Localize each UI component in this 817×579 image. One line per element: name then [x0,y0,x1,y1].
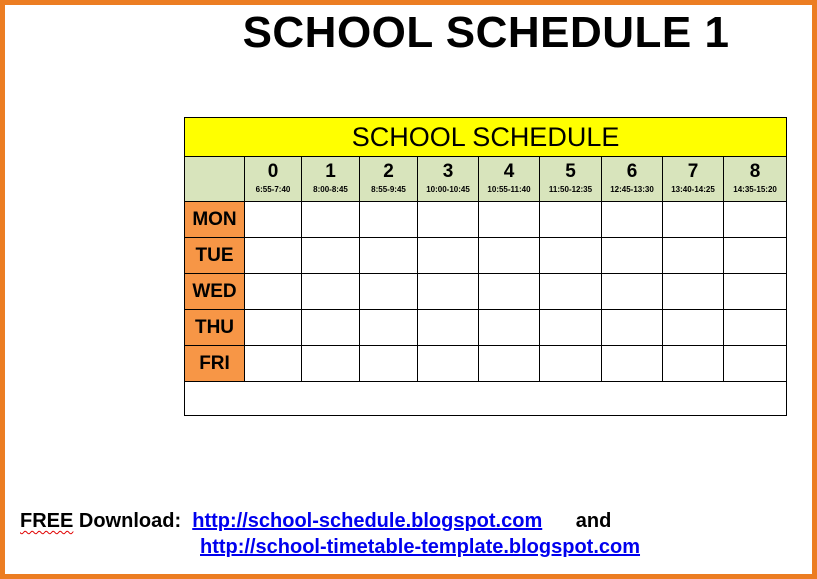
schedule-cell[interactable] [302,238,360,274]
footer-line-2 [200,536,640,559]
table-row [185,274,787,310]
schedule-cell[interactable] [418,238,479,274]
day-label-mon: MON [185,202,245,238]
schedule-cell[interactable] [479,238,540,274]
footer-line-1 [20,510,611,533]
day-rows [185,202,787,382]
schedule-cell[interactable] [360,274,418,310]
schedule-cell[interactable] [540,202,602,238]
period-time: 14:35-15:20 [733,185,777,194]
schedule-cell[interactable] [663,202,724,238]
timetable-blog-link[interactable]: http://school-timetable-template.blogspot.com [200,536,641,558]
period-header-2 [360,157,418,202]
notes-cell[interactable] [185,382,787,416]
schedule-cell[interactable] [602,310,663,346]
day-label-fri: FRI [185,346,245,382]
schedule-cell[interactable] [418,202,479,238]
period-time: 13:40-14:25 [671,185,715,194]
page-title: SCHOOL SCHEDULE 1 [242,8,730,57]
period-header-row [185,157,787,202]
schedule-cell[interactable] [245,346,302,382]
period-header-7 [663,157,724,202]
period-header-5 [540,157,602,202]
period-time: 6:55-7:40 [255,185,291,194]
schedule-banner: SCHOOL SCHEDULE [185,118,787,157]
schedule-cell[interactable] [602,238,663,274]
period-header-3 [418,157,479,202]
and-label: and [575,510,612,532]
schedule-cell[interactable] [302,202,360,238]
schedule-cell[interactable] [663,346,724,382]
schedule-cell[interactable] [245,274,302,310]
schedule-cell[interactable] [360,310,418,346]
period-number: 8 [749,161,761,182]
period-number: 5 [565,161,576,182]
period-header-0 [245,157,302,202]
schedule-cell[interactable] [479,274,540,310]
period-number: 4 [503,161,515,182]
period-number: 2 [383,161,394,182]
schedule-cell[interactable] [360,202,418,238]
period-time: 12:45-13:30 [610,185,654,194]
schedule-cell[interactable] [724,310,787,346]
period-header-1 [302,157,360,202]
schedule-blog-link[interactable]: http://school-schedule.blogspot.com [192,510,543,532]
schedule-cell[interactable] [418,346,479,382]
day-label-tue: TUE [185,238,245,274]
period-header-4 [479,157,540,202]
schedule-cell[interactable] [302,346,360,382]
header-corner-cell [185,157,245,202]
schedule-cell[interactable] [418,310,479,346]
schedule-cell[interactable] [479,346,540,382]
schedule-cell[interactable] [663,310,724,346]
period-time: 8:55-9:45 [371,185,406,194]
day-label-wed: WED [185,274,245,310]
period-header-6 [602,157,663,202]
period-time: 11:50-12:35 [548,185,593,194]
period-time: 10:00-10:45 [426,185,470,194]
schedule-cell[interactable] [302,310,360,346]
table-row [185,202,787,238]
schedule-cell[interactable] [302,274,360,310]
schedule-cell[interactable] [245,238,302,274]
period-number: 7 [687,161,699,182]
schedule-cell[interactable] [360,238,418,274]
free-label: FREE [20,510,74,532]
schedule-cell[interactable] [245,202,302,238]
schedule-cell[interactable] [602,346,663,382]
period-number: 0 [267,161,279,182]
schedule-cell[interactable] [418,274,479,310]
schedule-cell[interactable] [724,238,787,274]
schedule-cell[interactable] [724,346,787,382]
table-row [185,310,787,346]
schedule-cell[interactable] [245,310,302,346]
schedule-cell[interactable] [360,346,418,382]
period-time: 8:00-8:45 [313,185,348,194]
download-label: Download: [73,510,182,532]
schedule-cell[interactable] [479,310,540,346]
schedule-cell[interactable] [540,274,602,310]
period-number: 6 [626,161,638,182]
schedule-cell[interactable] [540,238,602,274]
schedule-cell[interactable] [724,274,787,310]
schedule-cell[interactable] [602,202,663,238]
period-header-8 [724,157,787,202]
table-row [185,346,787,382]
day-label-thu: THU [185,310,245,346]
notes-row [185,382,787,416]
table-row [185,238,787,274]
schedule-cell[interactable] [540,310,602,346]
period-number: 3 [442,161,454,182]
period-number: 1 [325,161,336,182]
schedule-cell[interactable] [724,202,787,238]
schedule-cell[interactable] [602,274,663,310]
period-time: 10:55-11:40 [487,185,531,194]
schedule-cell[interactable] [663,274,724,310]
schedule-cell[interactable] [663,238,724,274]
schedule-cell[interactable] [540,346,602,382]
schedule-cell[interactable] [479,202,540,238]
schedule-table [184,117,787,416]
